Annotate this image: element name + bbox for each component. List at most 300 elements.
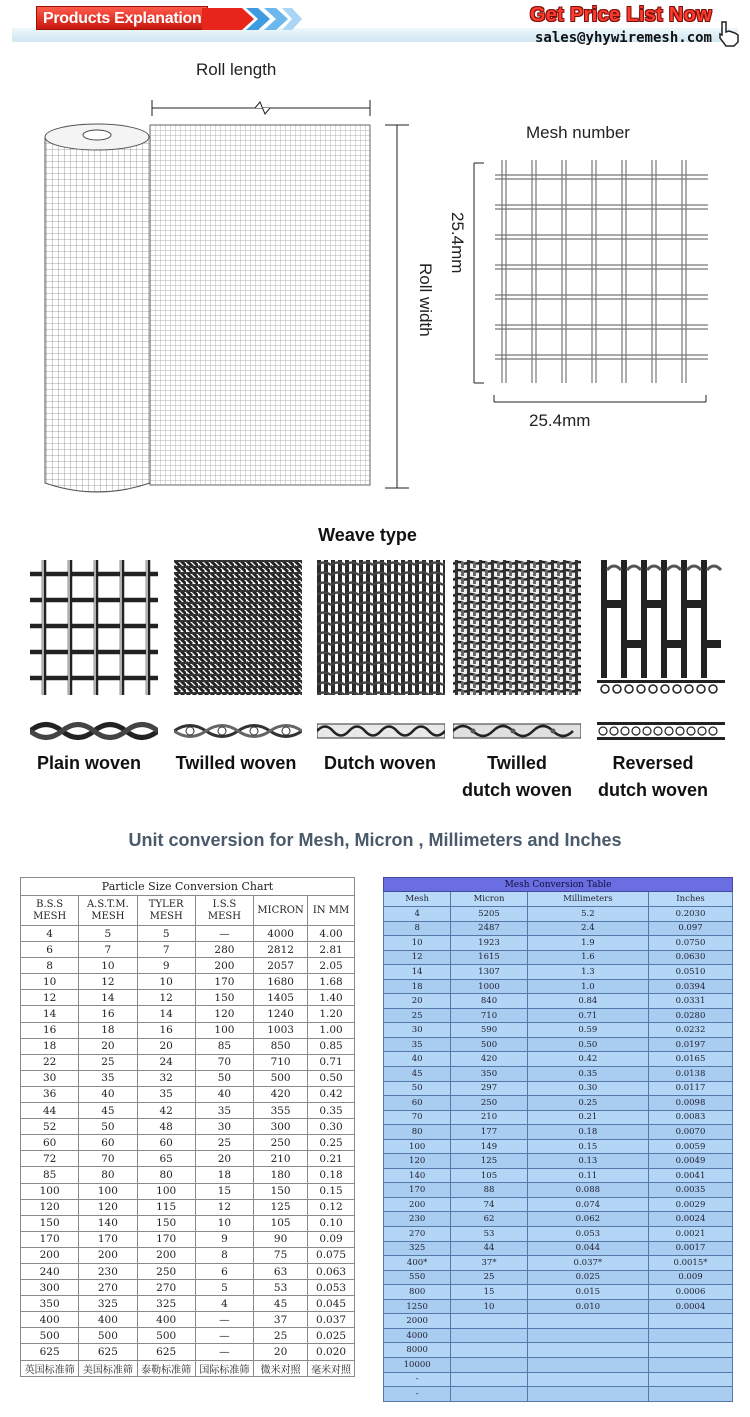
table-cell: 0.053 xyxy=(308,1280,355,1296)
table-cell: 300 xyxy=(21,1280,79,1296)
particle-header-cell: IN MM xyxy=(308,896,355,926)
table-cell: 1.00 xyxy=(308,1022,355,1038)
table-cell: 0.84 xyxy=(527,994,648,1009)
table-row xyxy=(384,1241,733,1256)
table-cell: 625 xyxy=(137,1344,195,1360)
table-cell: 0.35 xyxy=(527,1067,648,1082)
table-cell: 18 xyxy=(384,979,451,994)
table-cell: 37 xyxy=(254,1312,308,1328)
table-cell: 250 xyxy=(451,1096,527,1111)
table-row xyxy=(384,1343,733,1358)
table-cell: 0.71 xyxy=(527,1008,648,1023)
table-cell: 4 xyxy=(21,926,79,942)
table-cell: 0.0070 xyxy=(648,1125,732,1140)
table-cell: 30 xyxy=(195,1119,253,1135)
table-row xyxy=(384,1270,733,1285)
table-row xyxy=(384,965,733,980)
table-row xyxy=(21,1103,355,1119)
mesh-dim-vertical: 25.4mm xyxy=(448,212,467,274)
table-cell: 60 xyxy=(384,1096,451,1111)
table-cell: 60 xyxy=(79,1135,137,1151)
table-cell: 355 xyxy=(254,1103,308,1119)
table-cell: 230 xyxy=(384,1212,451,1227)
table-cell: 0.0083 xyxy=(648,1110,732,1125)
mesh-roll-illustration xyxy=(40,95,420,505)
table-cell: 1000 xyxy=(451,979,527,994)
table-cell: 210 xyxy=(451,1110,527,1125)
table-row xyxy=(384,1067,733,1082)
table-cell: 125 xyxy=(451,1154,527,1169)
table-row xyxy=(21,1199,355,1215)
table-cell: 12 xyxy=(79,974,137,990)
table-cell: 7 xyxy=(137,942,195,958)
table-cell: 25 xyxy=(384,1008,451,1023)
table-cell: 297 xyxy=(451,1081,527,1096)
table-cell: 65 xyxy=(137,1151,195,1167)
table-cell: 10 xyxy=(21,974,79,990)
table-cell: 280 xyxy=(195,942,253,958)
table-cell: 20 xyxy=(79,1038,137,1054)
table-cell: 5.2 xyxy=(527,907,648,922)
table-row xyxy=(384,921,733,936)
table-row xyxy=(21,1247,355,1263)
table-cell: 7 xyxy=(79,942,137,958)
table-cell: 800 xyxy=(384,1285,451,1300)
table-cell: 15 xyxy=(451,1285,527,1300)
table-cell: 0.0024 xyxy=(648,1212,732,1227)
table-cell: 4000 xyxy=(384,1328,451,1343)
table-cell: 0.097 xyxy=(648,921,732,936)
table-cell xyxy=(451,1387,527,1402)
table-cell: 0.0029 xyxy=(648,1197,732,1212)
table-row xyxy=(21,1328,355,1344)
mesh-dim-horizontal: 25.4mm xyxy=(529,411,591,430)
table-cell: 0.10 xyxy=(308,1215,355,1231)
table-cell: 270 xyxy=(384,1227,451,1242)
table-cell: 0.2030 xyxy=(648,907,732,922)
table-row xyxy=(21,1135,355,1151)
table-cell: 0.18 xyxy=(308,1167,355,1183)
table-cell: 1003 xyxy=(254,1022,308,1038)
table-cell: 22 xyxy=(21,1054,79,1070)
table-cell: 0.21 xyxy=(527,1110,648,1125)
table-row xyxy=(21,1280,355,1296)
table-cell: 0.015 xyxy=(527,1285,648,1300)
table-cell: 50 xyxy=(384,1081,451,1096)
table-cell: 850 xyxy=(254,1038,308,1054)
table-cell: 115 xyxy=(137,1199,195,1215)
table-cell: 0.25 xyxy=(527,1096,648,1111)
mesh-number-illustration xyxy=(470,155,715,435)
table-cell: 0.15 xyxy=(308,1183,355,1199)
table-cell: 500 xyxy=(451,1037,527,1052)
table-cell: 0.30 xyxy=(527,1081,648,1096)
particle-header-cell: TYLER MESH xyxy=(137,896,195,926)
table-cell: 8 xyxy=(195,1247,253,1263)
table-cell: 420 xyxy=(451,1052,527,1067)
table-cell: 150 xyxy=(254,1183,308,1199)
table-cell: 36 xyxy=(21,1086,79,1102)
table-row xyxy=(384,907,733,922)
table-row xyxy=(21,990,355,1006)
table-cell: 48 xyxy=(137,1119,195,1135)
weave-label-twilled-dutch: Twilled dutch woven xyxy=(461,753,572,800)
table-cell: 0.0041 xyxy=(648,1168,732,1183)
table-cell: 200 xyxy=(79,1247,137,1263)
table-cell: 625 xyxy=(21,1344,79,1360)
table-cell xyxy=(451,1343,527,1358)
table-cell: 20 xyxy=(254,1344,308,1360)
hand-pointer-icon xyxy=(714,18,744,48)
table-cell: 1923 xyxy=(451,936,527,951)
table-cell: 105 xyxy=(254,1215,308,1231)
weave-label-dutch: Dutch woven xyxy=(323,753,436,773)
table-cell: 4 xyxy=(195,1296,253,1312)
table-cell: 10 xyxy=(137,974,195,990)
table-row xyxy=(21,974,355,990)
table-cell: 120 xyxy=(21,1199,79,1215)
table-row xyxy=(21,1119,355,1135)
table-cell: 0.0035 xyxy=(648,1183,732,1198)
table-cell: 177 xyxy=(451,1125,527,1140)
dutch-woven-sample xyxy=(317,560,445,695)
table-cell: 300 xyxy=(254,1119,308,1135)
table-cell: 0.42 xyxy=(308,1086,355,1102)
table-cell: 120 xyxy=(384,1154,451,1169)
table-cell: 400 xyxy=(137,1312,195,1328)
table-cell: 10 xyxy=(79,958,137,974)
table-cell: 70 xyxy=(384,1110,451,1125)
table-cell: 0.0049 xyxy=(648,1154,732,1169)
table-cell: 0.010 xyxy=(527,1299,648,1314)
twilled-dutch-woven-profile xyxy=(453,718,581,744)
get-price-list-link[interactable]: Get Price List Now xyxy=(529,4,712,26)
particle-header-cell: I.S.S MESH xyxy=(195,896,253,926)
table-cell: 0.009 xyxy=(648,1270,732,1285)
table-cell: 62 xyxy=(451,1212,527,1227)
table-cell: 0.044 xyxy=(527,1241,648,1256)
table-row xyxy=(21,1006,355,1022)
table-cell: 400* xyxy=(384,1256,451,1271)
table-cell xyxy=(648,1372,732,1387)
mesh-number-label: Mesh number xyxy=(526,123,630,142)
table-cell: 710 xyxy=(254,1054,308,1070)
table-cell: 710 xyxy=(451,1008,527,1023)
table-cell: 0.85 xyxy=(308,1038,355,1054)
table-cell: 10 xyxy=(384,936,451,951)
table-cell: 6 xyxy=(21,942,79,958)
table-cell: 18 xyxy=(195,1167,253,1183)
table-row xyxy=(21,1022,355,1038)
table-row xyxy=(21,1070,355,1086)
table-cell: 200 xyxy=(195,958,253,974)
footer-cell: 泰勒标准筛 xyxy=(137,1360,195,1376)
table-cell: - xyxy=(384,1372,451,1387)
table-cell: 8000 xyxy=(384,1343,451,1358)
table-cell xyxy=(527,1328,648,1343)
table-cell: 16 xyxy=(79,1006,137,1022)
table-row xyxy=(21,942,355,958)
table-cell: 0.045 xyxy=(308,1296,355,1312)
table-cell: 9 xyxy=(195,1231,253,1247)
mesh-header-cell: Mesh xyxy=(384,892,451,907)
table-row xyxy=(384,1285,733,1300)
particle-header-cell: A.S.T.M. MESH xyxy=(79,896,137,926)
table-cell xyxy=(451,1328,527,1343)
table-cell: 25 xyxy=(195,1135,253,1151)
table-cell: 100 xyxy=(137,1183,195,1199)
table-row xyxy=(384,1299,733,1314)
table-cell: 120 xyxy=(79,1199,137,1215)
table-cell xyxy=(527,1357,648,1372)
table-cell: 125 xyxy=(254,1199,308,1215)
mesh-header-cell: Micron xyxy=(451,892,527,907)
table-cell: 40 xyxy=(384,1052,451,1067)
table-cell: 35 xyxy=(79,1070,137,1086)
table-row xyxy=(21,1263,355,1279)
table-cell: 0.59 xyxy=(527,1023,648,1038)
table-cell: 80 xyxy=(384,1125,451,1140)
table-cell: 50 xyxy=(195,1070,253,1086)
table-cell: 0.0280 xyxy=(648,1008,732,1023)
table-cell: 0.25 xyxy=(308,1135,355,1151)
table-cell: 0.15 xyxy=(527,1139,648,1154)
table-cell: 85 xyxy=(21,1167,79,1183)
reversed-dutch-woven-profile xyxy=(597,718,725,744)
particle-header-cell: B.S.S MESH xyxy=(21,896,79,926)
table-cell: 500 xyxy=(137,1328,195,1344)
table-cell: 0.088 xyxy=(527,1183,648,1198)
table-cell: 0.0510 xyxy=(648,965,732,980)
table-cell: 150 xyxy=(137,1215,195,1231)
table-cell: — xyxy=(195,926,253,942)
table-cell: 150 xyxy=(21,1215,79,1231)
table-cell: 2057 xyxy=(254,958,308,974)
table-cell: 2.05 xyxy=(308,958,355,974)
mesh-conversion-table xyxy=(383,877,733,1402)
table-cell: 0.025 xyxy=(308,1328,355,1344)
table-row xyxy=(384,1023,733,1038)
table-row xyxy=(384,1168,733,1183)
table-row xyxy=(384,1096,733,1111)
table-cell: 63 xyxy=(254,1263,308,1279)
table-cell: 0.074 xyxy=(527,1197,648,1212)
table-cell: 2812 xyxy=(254,942,308,958)
table-cell: 0.18 xyxy=(527,1125,648,1140)
table-cell: 44 xyxy=(21,1103,79,1119)
table-cell: 16 xyxy=(137,1022,195,1038)
table-row xyxy=(384,1125,733,1140)
table-row xyxy=(384,994,733,1009)
table-cell: 840 xyxy=(451,994,527,1009)
table-row xyxy=(384,950,733,965)
table-row xyxy=(21,1296,355,1312)
table-cell: 70 xyxy=(195,1054,253,1070)
table-cell: 170 xyxy=(195,974,253,990)
table-cell: 0.50 xyxy=(308,1070,355,1086)
table-cell: 5 xyxy=(79,926,137,942)
table-row xyxy=(21,1215,355,1231)
footer-cell: 美国标准筛 xyxy=(79,1360,137,1376)
table-cell: 1.3 xyxy=(527,965,648,980)
table-cell: 0.037 xyxy=(308,1312,355,1328)
table-cell: 20 xyxy=(137,1038,195,1054)
table-cell: 170 xyxy=(384,1183,451,1198)
table-cell: 150 xyxy=(195,990,253,1006)
table-row xyxy=(384,936,733,951)
table-cell xyxy=(451,1357,527,1372)
table-cell: 0.0021 xyxy=(648,1227,732,1242)
table-cell: 2.4 xyxy=(527,921,648,936)
table-cell: 10 xyxy=(195,1215,253,1231)
table-cell: 1.20 xyxy=(308,1006,355,1022)
table-cell xyxy=(451,1372,527,1387)
table-cell: 32 xyxy=(137,1070,195,1086)
table-cell: 500 xyxy=(79,1328,137,1344)
weave-label-twilled: Twilled woven xyxy=(175,753,297,773)
table-cell: 30 xyxy=(21,1070,79,1086)
roll-width-label: Roll width xyxy=(416,263,435,337)
table-cell: 12 xyxy=(21,990,79,1006)
table-row xyxy=(384,1197,733,1212)
footer-cell: 英国标准筛 xyxy=(21,1360,79,1376)
footer-cell: 国际标准筛 xyxy=(195,1360,253,1376)
table-row xyxy=(384,1139,733,1154)
table-cell: 60 xyxy=(21,1135,79,1151)
table-cell: 37* xyxy=(451,1256,527,1271)
table-cell: 85 xyxy=(195,1038,253,1054)
table-cell: 350 xyxy=(451,1067,527,1082)
table-cell: 1240 xyxy=(254,1006,308,1022)
table-cell: 400 xyxy=(79,1312,137,1328)
table-cell: 75 xyxy=(254,1247,308,1263)
dutch-woven-profile xyxy=(317,718,445,744)
table-cell: 90 xyxy=(254,1231,308,1247)
table-cell: 250 xyxy=(254,1135,308,1151)
table-cell: 170 xyxy=(137,1231,195,1247)
table-cell: 14 xyxy=(21,1006,79,1022)
weave-label-plain: Plain woven xyxy=(36,753,142,773)
table-cell: - xyxy=(384,1387,451,1402)
table-cell: 12 xyxy=(195,1199,253,1215)
table-cell: 140 xyxy=(79,1215,137,1231)
table-cell: 500 xyxy=(21,1328,79,1344)
table-cell: 200 xyxy=(137,1247,195,1263)
mesh-table-caption: Mesh Conversion Table xyxy=(384,878,733,892)
table-cell: 500 xyxy=(254,1070,308,1086)
table-cell: 14 xyxy=(384,965,451,980)
table-cell: 35 xyxy=(137,1086,195,1102)
table-cell: 625 xyxy=(79,1344,137,1360)
table-cell: 149 xyxy=(451,1139,527,1154)
table-row xyxy=(384,1227,733,1242)
table-row xyxy=(384,1183,733,1198)
table-cell: 10 xyxy=(451,1299,527,1314)
table-row xyxy=(384,1357,733,1372)
table-cell: 42 xyxy=(137,1103,195,1119)
table-cell: 0.12 xyxy=(308,1199,355,1215)
table-cell: 2.81 xyxy=(308,942,355,958)
table-cell: 325 xyxy=(79,1296,137,1312)
table-cell: 270 xyxy=(137,1280,195,1296)
table-cell: 0.09 xyxy=(308,1231,355,1247)
table-cell xyxy=(648,1328,732,1343)
products-explanation-tag: Products Explanation xyxy=(36,6,208,30)
table-cell: 0.0117 xyxy=(648,1081,732,1096)
table-cell: 170 xyxy=(79,1231,137,1247)
table-row xyxy=(384,1081,733,1096)
twilled-dutch-woven-sample xyxy=(453,560,581,695)
table-cell: 0.025 xyxy=(527,1270,648,1285)
table-cell: 0.0197 xyxy=(648,1037,732,1052)
table-cell: 1.40 xyxy=(308,990,355,1006)
table-row xyxy=(384,1387,733,1402)
table-cell: 2000 xyxy=(384,1314,451,1329)
table-cell: 420 xyxy=(254,1086,308,1102)
table-cell: 0.0138 xyxy=(648,1067,732,1082)
table-cell: 53 xyxy=(451,1227,527,1242)
table-cell: — xyxy=(195,1344,253,1360)
table-row xyxy=(21,958,355,974)
table-row xyxy=(384,1008,733,1023)
table-cell: 45 xyxy=(384,1067,451,1082)
table-cell: 24 xyxy=(137,1054,195,1070)
table-row xyxy=(384,1256,733,1271)
table-cell: 140 xyxy=(384,1168,451,1183)
table-row xyxy=(384,1328,733,1343)
table-cell: 0.0394 xyxy=(648,979,732,994)
table-row xyxy=(21,1054,355,1070)
twilled-woven-sample xyxy=(174,560,302,695)
table-row xyxy=(384,1212,733,1227)
table-row xyxy=(21,1151,355,1167)
table-cell: 550 xyxy=(384,1270,451,1285)
table-cell: 1.0 xyxy=(527,979,648,994)
particle-footer-row xyxy=(21,1360,355,1376)
table-cell: 8 xyxy=(384,921,451,936)
unit-conversion-title: Unit conversion for Mesh, Micron , Millimeters and Inches xyxy=(128,830,622,850)
table-cell: 1405 xyxy=(254,990,308,1006)
table-cell: 5 xyxy=(195,1280,253,1296)
table-cell: 240 xyxy=(21,1263,79,1279)
table-cell: 60 xyxy=(137,1135,195,1151)
table-cell: 30 xyxy=(384,1023,451,1038)
table-cell: 0.0017 xyxy=(648,1241,732,1256)
table-row xyxy=(21,1183,355,1199)
table-row xyxy=(21,926,355,942)
table-row xyxy=(21,1086,355,1102)
table-cell: 170 xyxy=(21,1231,79,1247)
table-cell: 0.13 xyxy=(527,1154,648,1169)
table-cell: 0.30 xyxy=(308,1119,355,1135)
sales-email-link[interactable]: sales@yhywiremesh.com xyxy=(534,30,712,46)
table-cell xyxy=(648,1343,732,1358)
table-cell: 1680 xyxy=(254,974,308,990)
table-cell: 80 xyxy=(137,1167,195,1183)
table-cell: 20 xyxy=(195,1151,253,1167)
table-cell: 250 xyxy=(137,1263,195,1279)
table-cell: 590 xyxy=(451,1023,527,1038)
table-cell: 25 xyxy=(79,1054,137,1070)
table-cell: 325 xyxy=(137,1296,195,1312)
table-cell: 1307 xyxy=(451,965,527,980)
table-cell xyxy=(527,1343,648,1358)
footer-cell: 微米对照 xyxy=(254,1360,308,1376)
table-cell xyxy=(527,1314,648,1329)
table-cell: 0.50 xyxy=(527,1037,648,1052)
table-cell: 105 xyxy=(451,1168,527,1183)
table-row xyxy=(384,1052,733,1067)
